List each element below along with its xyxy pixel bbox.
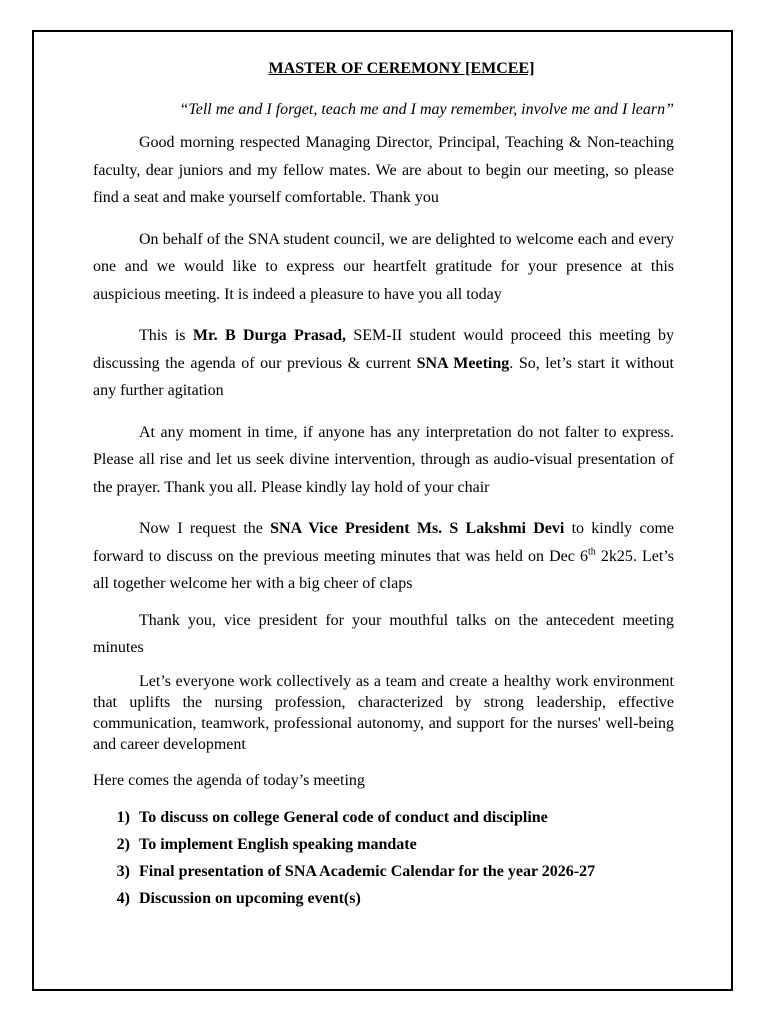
agenda-item [93, 858, 674, 885]
agenda-intro: Here comes the agenda of today’s meeting [93, 771, 365, 789]
agenda-list [93, 804, 674, 913]
host-intro-text: This is [139, 327, 193, 344]
agenda-item-text: Final presentation of SNA Academic Calendar for the year 2026-27 [139, 863, 596, 881]
vice-president-request-paragraph [93, 515, 674, 598]
host-intro-end-text: . So, let’s start it without any further agitation [93, 354, 675, 399]
request-end-text: 2k25. Let’s all together welcome her with a big cheer of claps [93, 547, 674, 592]
council-welcome-paragraph: On behalf of the SNA student council, we are delighted to welcome each and every one and we would like to express our heartfelt gratitude for your presence at this auspicious meeting. It is indeed a pleasure to have you all today [93, 230, 674, 303]
agenda-item-number: 2) [116, 835, 130, 853]
teamwork-paragraph: Let’s everyone work collectively as a team and create a healthy work environment that uplifts the nursing profession, characterized by strong leadership, effective communication, teamwork, professional autonomy, and support for the nurses' well-being and career development [93, 672, 674, 753]
date-ordinal-suffix: th [587, 546, 596, 558]
host-name: Mr. B Durga Prasad, [192, 327, 346, 344]
agenda-item-number: 3) [116, 863, 130, 881]
agenda-item-text: Discussion on upcoming event(s) [139, 890, 361, 908]
agenda-item [93, 831, 674, 858]
opening-quote: “Tell me and I forget, teach me and I may remember, involve me and I learn” [179, 101, 674, 118]
vice-president-name: SNA Vice President Ms. S Lakshmi Devi [270, 520, 565, 537]
agenda-item-text: To discuss on college General code of conduct and discipline [139, 808, 548, 826]
welcome-paragraph: Good morning respected Managing Director, Principal, Teaching & Non-teaching faculty, dear juniors and my fellow mates. We are about to begin our meeting, so please find a seat and make yourself comfortable. Thank you [93, 134, 674, 206]
document-body [93, 58, 674, 913]
agenda-item [93, 804, 674, 831]
document-title: MASTER OF CEREMONY [EMCEE] [268, 60, 535, 77]
prayer-paragraph: At any moment in time, if anyone has any interpretation do not falter to express. Please all rise and let us seek divine intervention, through as audio-visual presentation of the prayer. Thank you all. Please kindly lay hold of your chair [93, 423, 674, 496]
request-middle-text: to kindly come forward to discuss on the previous meeting minutes that was held on Dec 6 [93, 520, 675, 565]
host-introduction-paragraph [93, 322, 674, 405]
thanks-paragraph: Thank you, vice president for your mouthful talks on the antecedent meeting minutes [93, 611, 674, 656]
agenda-item [93, 885, 674, 912]
agenda-item-number: 4) [116, 890, 130, 908]
request-intro-text: Now I request the [139, 520, 271, 537]
agenda-item-number: 1) [116, 808, 130, 826]
agenda-item-text: To implement English speaking mandate [139, 835, 417, 853]
meeting-name: SNA Meeting [416, 354, 510, 372]
host-intro-middle-text: SEM-II student would proceed this meeting by discussing the agenda of our previous & current [93, 327, 674, 372]
